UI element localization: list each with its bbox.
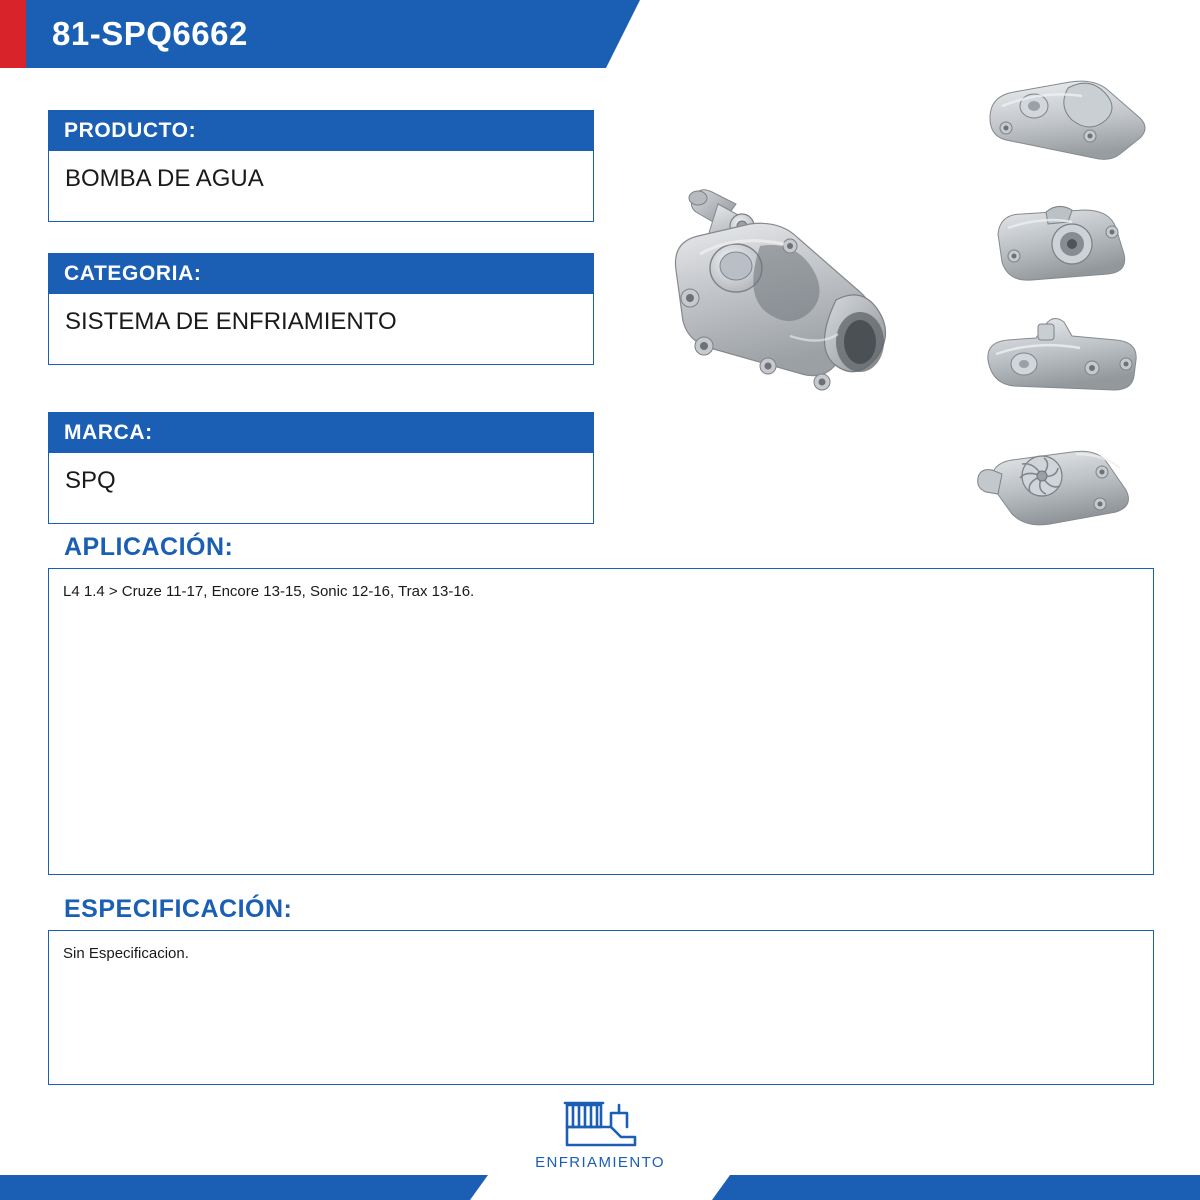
page-footer bbox=[0, 1154, 1200, 1200]
field-marca-label: MARCA: bbox=[48, 412, 594, 453]
field-categoria-value: SISTEMA DE ENFRIAMIENTO bbox=[48, 294, 594, 365]
field-categoria-label: CATEGORIA: bbox=[48, 253, 594, 294]
water-pump-view-3 bbox=[972, 312, 1152, 412]
water-pump-view-2 bbox=[972, 192, 1152, 292]
water-pump-view-1 bbox=[972, 62, 1152, 162]
water-pump-view-4 bbox=[972, 432, 1152, 532]
field-marca bbox=[48, 412, 594, 524]
footer-bar-left bbox=[0, 1175, 470, 1200]
field-categoria bbox=[48, 253, 594, 365]
field-marca-value: SPQ bbox=[48, 453, 594, 524]
water-pump-icon bbox=[555, 1095, 645, 1151]
footer-bar-right bbox=[730, 1175, 1200, 1200]
header-accent-bar bbox=[0, 0, 26, 68]
especificacion-heading: ESPECIFICACIÓN: bbox=[64, 895, 293, 923]
aplicacion-heading: APLICACIÓN: bbox=[64, 533, 234, 561]
footer-brand bbox=[0, 1095, 1200, 1171]
field-producto-value: BOMBA DE AGUA bbox=[48, 151, 594, 222]
water-pump-main-photo bbox=[640, 150, 980, 430]
field-producto bbox=[48, 110, 594, 222]
footer-caption: ENFRIAMIENTO bbox=[535, 1154, 665, 1171]
aplicacion-text: L4 1.4 > Cruze 11-17, Encore 13-15, Sonic 12-16, Trax 13-16. bbox=[48, 568, 1154, 875]
page-title: 81-SPQ6662 bbox=[52, 15, 248, 52]
especificacion-text: Sin Especificacion. bbox=[48, 930, 1154, 1085]
field-producto-label: PRODUCTO: bbox=[48, 110, 594, 151]
page-header bbox=[0, 0, 1200, 68]
